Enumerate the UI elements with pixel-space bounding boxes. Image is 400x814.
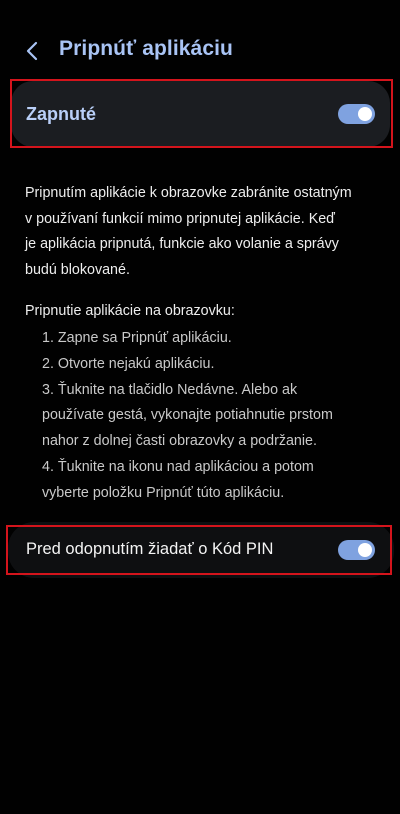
description-text [25, 181, 380, 283]
step-line: 3. Ťuknite na tlačidlo Nedávne. Alebo ak [42, 381, 298, 398]
step-line: používate gestá, vykonajte potiahnutie prstom [42, 407, 333, 424]
step-line: 1. Zapne sa Pripnúť aplikáciu. [42, 330, 232, 346]
step-line: vyberte položku Pripnúť túto aplikáciu. [42, 484, 285, 501]
pin-toggle-switch[interactable] [338, 540, 375, 560]
toggle-knob [358, 543, 372, 557]
step-line: 2. Otvorte nejakú aplikáciu. [42, 355, 215, 372]
chevron-left-icon [25, 40, 39, 62]
step-line: nahor z dolnej časti obrazovky a podržanie. [42, 433, 317, 450]
steps-title: Pripnutie aplikácie na obrazovku: [25, 303, 235, 319]
toggle-knob [358, 107, 372, 121]
description-line: je aplikácia pripnutá, funkcie ako volanie a správy [25, 236, 339, 252]
master-toggle-label: Zapnuté [26, 104, 96, 124]
description-line: v používaní funkcií mimo pripnutej aplikácie. Keď [25, 210, 335, 227]
pin-toggle-label: Pred odopnutím žiadať o Kód PIN [26, 540, 274, 558]
master-toggle-switch[interactable] [338, 104, 375, 124]
step-line: 4. Ťuknite na ikonu nad aplikáciou a potom [42, 458, 314, 475]
steps-list [42, 326, 387, 507]
description-line: budú blokované. [25, 261, 130, 278]
app-bar [0, 30, 400, 72]
page-title: Pripnúť aplikáciu [59, 37, 233, 60]
description-line: Pripnutím aplikácie k obrazovke zabránite ostatným [25, 185, 352, 201]
back-button[interactable] [18, 37, 46, 65]
